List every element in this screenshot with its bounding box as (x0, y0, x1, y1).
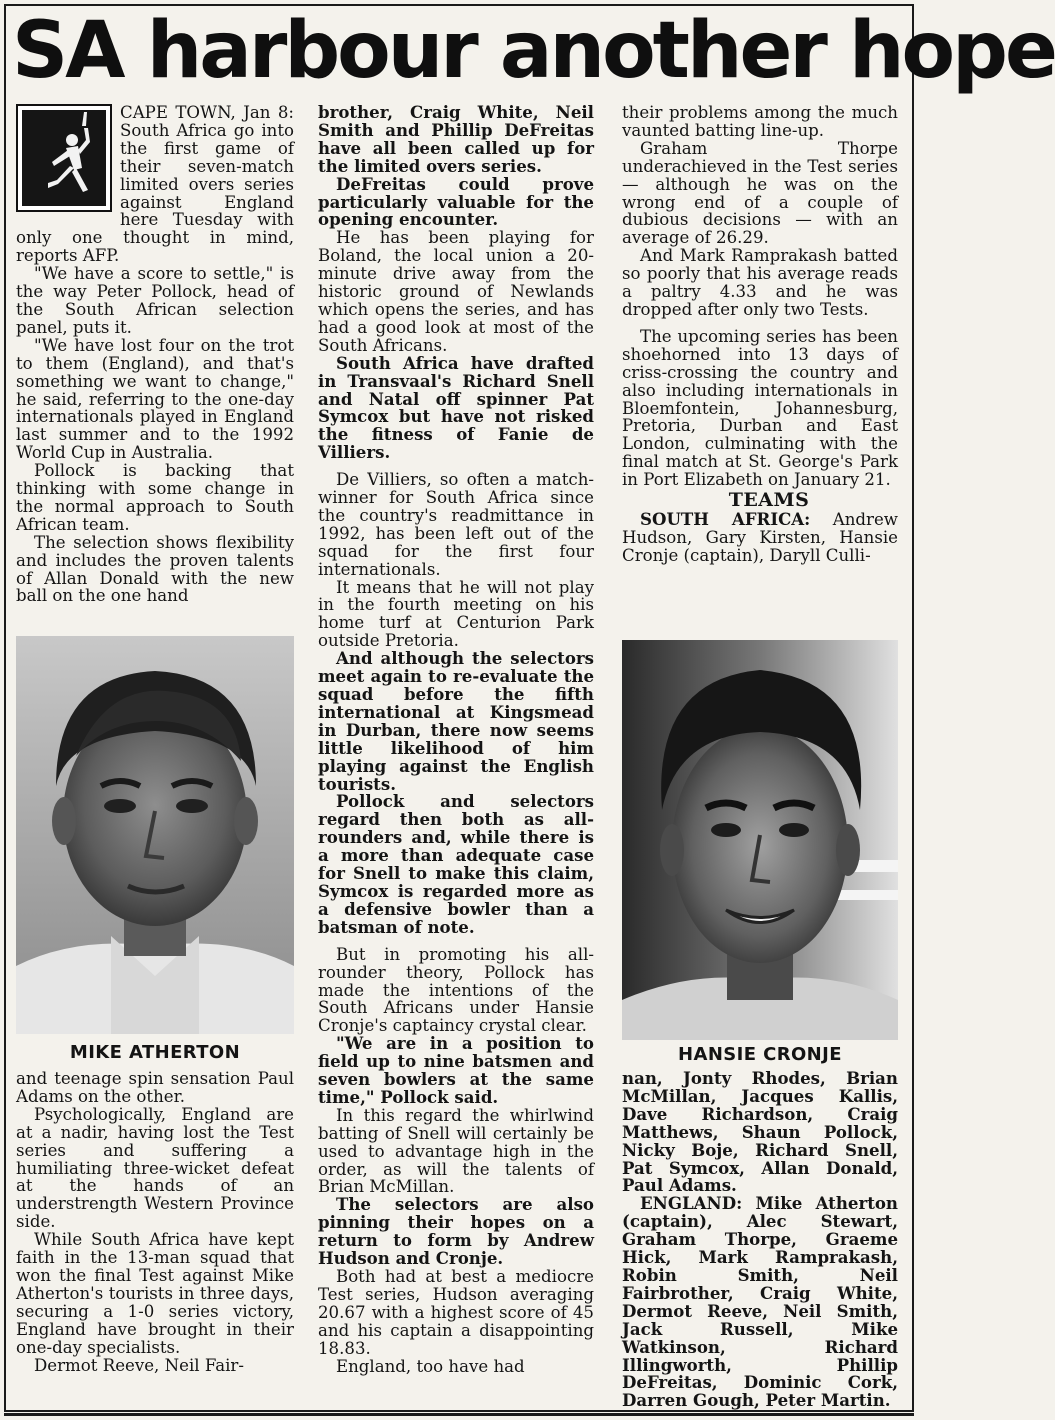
team-list: Andrew Hudson, Gary Kirsten, Hansie Cronje (captain), Daryll Culli- (622, 510, 898, 565)
team-label-england: ENGLAND: (640, 1193, 743, 1214)
paragraph: Dermot Reeve, Neil Fair- (34, 1355, 244, 1375)
paragraph: It means that he will not play in the fourth meeting on his home turf at Centurion Park outside Pretoria. (318, 577, 594, 651)
photo-caption: HANSIE CRONJE (678, 1044, 842, 1065)
paragraph: The selection shows flexibility and includes the proven talents of Allan Donald with the new ball on the one hand (16, 532, 294, 606)
paragraph: Psychologically, England are at a nadir, having lost the Test series and suffering a humiliating three-wicket defeat at the hands of an understrength Western Province side. (16, 1104, 294, 1232)
headline: SA harbour another hope (12, 6, 1055, 96)
dateline: CAPE TOWN, Jan 8: (120, 103, 294, 122)
paragraph: And although the selectors meet again to re-evaluate the squad before the fifth international at Kingsmead in Durban, there now seems little likelihood of him playing against the English tourists. (318, 648, 594, 794)
cricketer-icon (22, 110, 106, 206)
column-1-bottom (16, 1070, 294, 1402)
cricket-logo (16, 104, 112, 212)
team-list: Mike Atherton (captain), Alec Stewart, Graham Thorpe, Graeme Hick, Mark Ramprakash, Robin Smith, Neil Fairbrother, Craig White, Dermot Reeve, Neil Smith, Jack Russell, Mike Watkinson, Richard Illingworth, Phillip DeFreitas, Dominic Cork, Darren Gough, Peter Martin. (622, 1193, 898, 1411)
paragraph: The selectors are also pinning their hopes on a return to form by Andrew Hudson and Cronje. (318, 1194, 594, 1269)
paragraph: In this regard the whirlwind batting of Snell will certainly be used to advantage high in the order, as will the talents of Brian McMillan. (318, 1105, 594, 1197)
paragraph: brother, Craig White, Neil Smith and Phillip DeFreitas have all been called up for the limited overs series. (318, 102, 594, 176)
paragraph: South Africa have drafted in Transvaal's Richard Snell and Natal off spinner Pat Symcox but have not risked the fitness of Fanie de Villiers. (318, 352, 594, 463)
paragraph: DeFreitas could prove particularly valuable for the opening encounter. (318, 173, 594, 230)
paragraph: And Mark Ramprakash batted so poorly that his average reads a paltry 4.33 and he was dropped after only two Tests. (622, 246, 898, 319)
paragraph: Graham Thorpe underachieved in the Test series — although he was on the wrong end of a couple of dubious decisions — with an average of 26.29. (622, 138, 898, 248)
column-3-top (622, 104, 898, 634)
paragraph: "We are in a position to field up to nine batsmen and seven bowlers at the same time," Pollock said. (318, 1033, 594, 1107)
paragraph: South Africa go into the first game of their seven-match limited overs series against England here Tuesday with only one thought in mind, reports AFP. (16, 120, 294, 266)
photo-hansie-cronje (622, 640, 898, 1040)
column-3-bottom (622, 1068, 898, 1411)
paragraph: and teenage spin sensation Paul Adams on the other. (16, 1069, 294, 1106)
photo-caption: MIKE ATHERTON (69, 1042, 241, 1063)
bottom-rule (4, 1413, 914, 1416)
paragraph: But in promoting his all-rounder theory, Pollock has made the intentions of the South Africans under Hansie Cronje's captaincy crystal clear. (318, 944, 594, 1036)
column-2 (318, 104, 594, 1404)
team-label-south-africa: SOUTH AFRICA: (640, 509, 811, 530)
photo-mike-atherton (16, 636, 294, 1034)
paragraph: Both had at best a mediocre Test series, Hudson averaging 20.67 with a highest score of 45 and his captain a disappointing 18.83. (318, 1267, 594, 1358)
paragraph: Pollock and selectors regard then both as all-rounders and, while there is a more than adequate case for Snell to make this claim, Symcox is regarded more as a defensive bowler than a batsman of note. (318, 791, 594, 937)
teams-heading: TEAMS (728, 489, 810, 512)
paragraph: While South Africa have kept faith in the 13-man squad that won the final Test against Mike Atherton's tourists in three days, securing a 1-0 series victory, England have brought in their one-day specialists. (16, 1230, 294, 1357)
paragraph: "We have a score to settle," is the way Peter Pollock, head of the South African selection panel, puts it. (16, 264, 294, 337)
paragraph: their problems among the much vaunted batting line-up. (622, 103, 898, 140)
paragraph: De Villiers, so often a match-winner for South Africa since the country's readmittance in 1992, has been left out of the squad for the first four internationals. (318, 470, 594, 579)
paragraph: He has been playing for Boland, the local union a 20-minute drive away from the historic ground of Newlands which opens the series, and has had a good look at most of the South Africans. (318, 228, 594, 355)
team-list: nan, Jonty Rhodes, Brian McMillan, Jacques Kallis, Dave Richardson, Craig Matthews, Shaun Pollock, Nicky Boje, Richard Snell, Pat Symcox, Allan Donald, Paul Adams. (622, 1068, 898, 1196)
paragraph: Pollock is backing that thinking with some change in the normal approach to South African team. (16, 461, 294, 534)
paragraph: The upcoming series has been shoehorned into 13 days of criss-crossing the country and also including internationals in Bloemfontein, Johannesburg, Pretoria, Durban and East London, culminating with the final match at St. George's Park in Port Elizabeth on January 21. (622, 326, 898, 490)
paragraph: England, too have had (336, 1356, 525, 1376)
paragraph: "We have lost four on the trot to them (England), and that's something we want to change," he said, referring to the one-day internationals played in England last summer and to the 1992 World Cup in Australia. (16, 335, 294, 463)
column-1-top (16, 104, 294, 632)
